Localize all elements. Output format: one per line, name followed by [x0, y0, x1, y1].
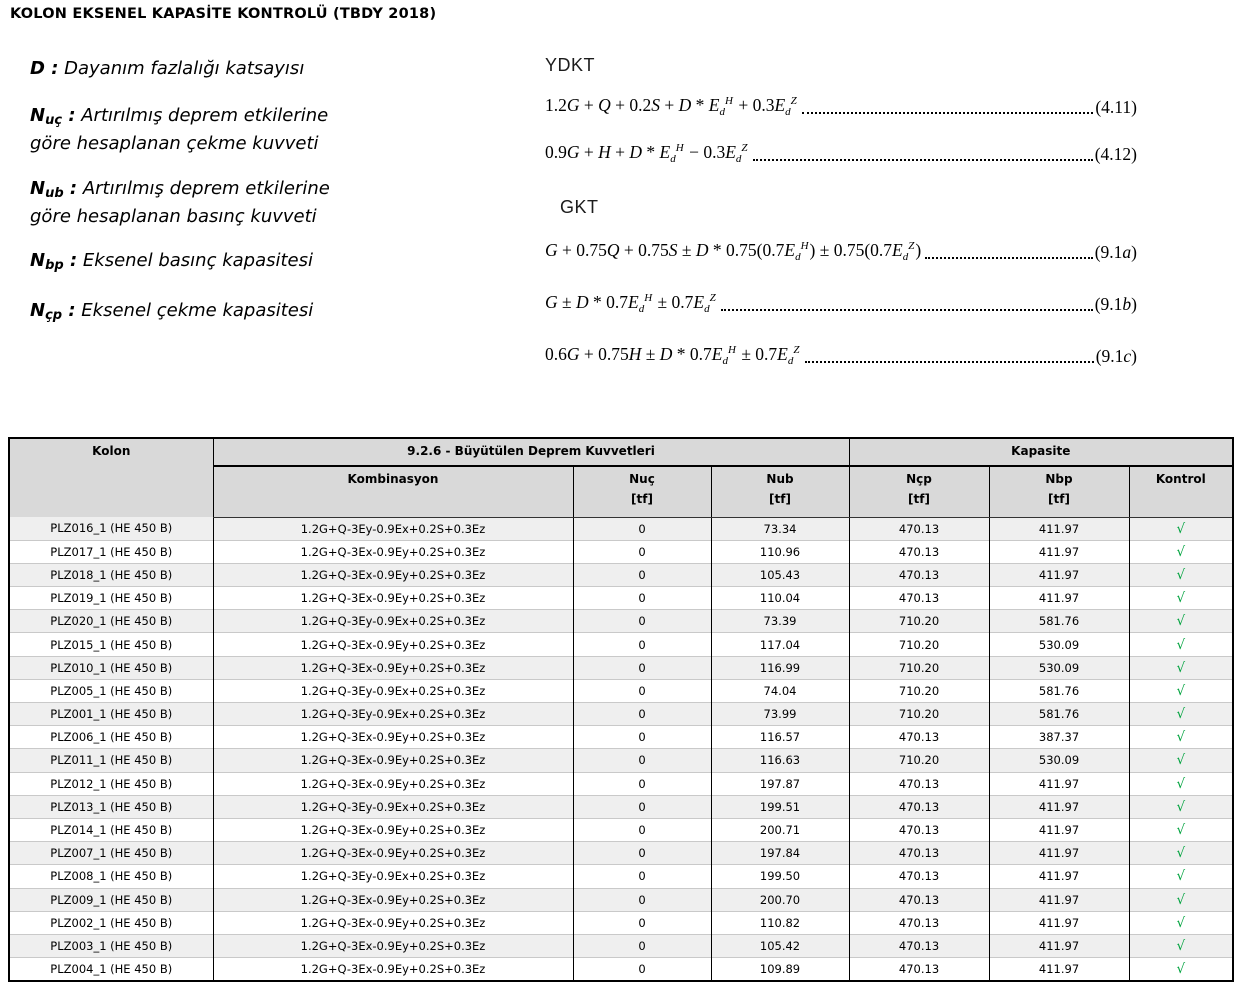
cell-nuc: 0 — [573, 726, 711, 749]
cell-nub: 200.70 — [711, 888, 849, 911]
cell-kolon: PLZ008_1 (HE 450 B) — [9, 865, 213, 888]
cell-kontrol-check-icon: √ — [1129, 911, 1233, 934]
capacity-check-table — [8, 437, 1234, 982]
cell-nub: 73.99 — [711, 703, 849, 726]
cell-kombinasyon: 1.2G+Q-3Ex-0.9Ey+0.2S+0.3Ez — [213, 772, 573, 795]
cell-kontrol-check-icon: √ — [1129, 563, 1233, 586]
cell-ncp: 470.13 — [849, 517, 989, 540]
cell-ncp: 470.13 — [849, 958, 989, 981]
cell-ncp: 470.13 — [849, 865, 989, 888]
ydkt-label: YDKT — [545, 55, 596, 75]
cell-nub: 200.71 — [711, 818, 849, 841]
cell-nub: 73.39 — [711, 610, 849, 633]
table-row — [9, 795, 1233, 818]
equation-9-1c — [545, 344, 1137, 367]
cell-kombinasyon: 1.2G+Q-3Ey-0.9Ex+0.2S+0.3Ez — [213, 517, 573, 540]
cell-nuc: 0 — [573, 540, 711, 563]
cell-kombinasyon: 1.2G+Q-3Ey-0.9Ex+0.2S+0.3Ez — [213, 703, 573, 726]
col-header-kombinasyon — [213, 466, 573, 517]
equation-body: $1.2G + Q + 0.2S + D * E_d^H + 0.3E_d^Z$ — [545, 95, 797, 118]
col-label: Kontrol — [1155, 472, 1206, 486]
cell-kombinasyon: 1.2G+Q-3Ex-0.9Ey+0.2S+0.3Ez — [213, 842, 573, 865]
equation-4-11 — [545, 95, 1137, 118]
cell-kombinasyon: 1.2G+Q-3Ey-0.9Ex+0.2S+0.3Ez — [213, 679, 573, 702]
cell-kolon: PLZ018_1 (HE 450 B) — [9, 563, 213, 586]
cell-kontrol-check-icon: √ — [1129, 679, 1233, 702]
cell-kontrol-check-icon: √ — [1129, 888, 1233, 911]
cell-nbp: 387.37 — [989, 726, 1129, 749]
cell-ncp: 710.20 — [849, 679, 989, 702]
col-header-nuc — [573, 466, 711, 517]
cell-nub: 197.87 — [711, 772, 849, 795]
cell-nuc: 0 — [573, 795, 711, 818]
cell-nbp: 411.97 — [989, 958, 1129, 981]
cell-kolon: PLZ013_1 (HE 450 B) — [9, 795, 213, 818]
cell-kontrol-check-icon: √ — [1129, 656, 1233, 679]
cell-nuc: 0 — [573, 563, 711, 586]
col-unit: [tf] — [631, 492, 653, 506]
cell-nuc: 0 — [573, 958, 711, 981]
cell-kolon: PLZ002_1 (HE 450 B) — [9, 911, 213, 934]
equation-9-1b — [545, 292, 1137, 315]
cell-nuc: 0 — [573, 610, 711, 633]
cell-kolon: PLZ016_1 (HE 450 B) — [9, 517, 213, 540]
cell-nbp: 411.97 — [989, 563, 1129, 586]
cell-kontrol-check-icon: √ — [1129, 842, 1233, 865]
cell-kombinasyon: 1.2G+Q-3Ey-0.9Ex+0.2S+0.3Ez — [213, 610, 573, 633]
table-row — [9, 540, 1233, 563]
cell-nub: 110.82 — [711, 911, 849, 934]
equation-body: $0.9G + H + D * E_d^H - 0.3E_d^Z$ — [545, 142, 748, 165]
cell-ncp: 710.20 — [849, 633, 989, 656]
cell-kombinasyon: 1.2G+Q-3Ex-0.9Ey+0.2S+0.3Ez — [213, 911, 573, 934]
cell-nub: 73.34 — [711, 517, 849, 540]
table-row — [9, 703, 1233, 726]
cell-nub: 105.43 — [711, 563, 849, 586]
cell-kolon: PLZ012_1 (HE 450 B) — [9, 772, 213, 795]
table-group-header-row — [9, 438, 1233, 466]
cell-kolon: PLZ011_1 (HE 450 B) — [9, 749, 213, 772]
cell-kontrol-check-icon: √ — [1129, 749, 1233, 772]
dot-leader — [805, 361, 1094, 363]
cell-nuc: 0 — [573, 772, 711, 795]
cell-nbp: 581.76 — [989, 610, 1129, 633]
cell-nuc: 0 — [573, 656, 711, 679]
cell-kontrol-check-icon: √ — [1129, 772, 1233, 795]
cell-kolon: PLZ017_1 (HE 450 B) — [9, 540, 213, 563]
cell-kolon: PLZ007_1 (HE 450 B) — [9, 842, 213, 865]
equation-number: (4.11) — [1095, 97, 1137, 117]
cell-nuc: 0 — [573, 679, 711, 702]
cell-ncp: 470.13 — [849, 726, 989, 749]
table-row — [9, 517, 1233, 540]
cell-nuc: 0 — [573, 517, 711, 540]
cell-kombinasyon: 1.2G+Q-3Ey-0.9Ex+0.2S+0.3Ez — [213, 865, 573, 888]
cell-nuc: 0 — [573, 911, 711, 934]
col-header-kontrol — [1129, 466, 1233, 517]
cell-kombinasyon: 1.2G+Q-3Ey-0.9Ex+0.2S+0.3Ez — [213, 795, 573, 818]
cell-nbp: 411.97 — [989, 795, 1129, 818]
cell-nbp: 411.97 — [989, 934, 1129, 957]
cell-nub: 110.04 — [711, 587, 849, 610]
col-label: Nbp — [1045, 472, 1073, 486]
cell-kolon: PLZ014_1 (HE 450 B) — [9, 818, 213, 841]
equation-number: (9.1a) — [1094, 242, 1137, 262]
cell-ncp: 470.13 — [849, 842, 989, 865]
cell-ncp: 470.13 — [849, 911, 989, 934]
cell-nbp: 411.97 — [989, 865, 1129, 888]
cell-nub: 105.42 — [711, 934, 849, 957]
cell-kontrol-check-icon: √ — [1129, 726, 1233, 749]
equation-number: (4.12) — [1094, 144, 1137, 164]
table-row — [9, 865, 1233, 888]
cell-kontrol-check-icon: √ — [1129, 540, 1233, 563]
cell-nuc: 0 — [573, 934, 711, 957]
col-unit: [tf] — [1048, 492, 1070, 506]
cell-nuc: 0 — [573, 865, 711, 888]
cell-kolon: PLZ005_1 (HE 450 B) — [9, 679, 213, 702]
cell-kombinasyon: 1.2G+Q-3Ex-0.9Ey+0.2S+0.3Ez — [213, 656, 573, 679]
cell-kontrol-check-icon: √ — [1129, 795, 1233, 818]
cell-kontrol-check-icon: √ — [1129, 517, 1233, 540]
cell-nuc: 0 — [573, 818, 711, 841]
cell-nub: 74.04 — [711, 679, 849, 702]
capacity-check-table-container — [8, 437, 1234, 982]
cell-kontrol-check-icon: √ — [1129, 703, 1233, 726]
cell-nub: 199.51 — [711, 795, 849, 818]
cell-kombinasyon: 1.2G+Q-3Ex-0.9Ey+0.2S+0.3Ez — [213, 540, 573, 563]
cell-kontrol-check-icon: √ — [1129, 958, 1233, 981]
table-row — [9, 679, 1233, 702]
col-label: Nuç — [629, 472, 655, 486]
cell-nub: 110.96 — [711, 540, 849, 563]
cell-nub: 199.50 — [711, 865, 849, 888]
table-row — [9, 726, 1233, 749]
cell-kombinasyon: 1.2G+Q-3Ex-0.9Ey+0.2S+0.3Ez — [213, 818, 573, 841]
cell-ncp: 470.13 — [849, 818, 989, 841]
cell-kombinasyon: 1.2G+Q-3Ex-0.9Ey+0.2S+0.3Ez — [213, 726, 573, 749]
cell-kolon: PLZ009_1 (HE 450 B) — [9, 888, 213, 911]
cell-ncp: 470.13 — [849, 795, 989, 818]
cell-nuc: 0 — [573, 842, 711, 865]
definition-Nuc: $N_{uç}$ : Artırılmış deprem etkilerine göre hesaplanan çekme kuvveti — [30, 105, 329, 154]
table-row — [9, 888, 1233, 911]
cell-nbp: 530.09 — [989, 656, 1129, 679]
table-row — [9, 749, 1233, 772]
cell-kombinasyon: 1.2G+Q-3Ex-0.9Ey+0.2S+0.3Ez — [213, 587, 573, 610]
cell-kombinasyon: 1.2G+Q-3Ex-0.9Ey+0.2S+0.3Ez — [213, 958, 573, 981]
table-row — [9, 958, 1233, 981]
cell-nbp: 411.97 — [989, 842, 1129, 865]
table-row — [9, 610, 1233, 633]
cell-nuc: 0 — [573, 587, 711, 610]
cell-nbp: 411.97 — [989, 517, 1129, 540]
cell-kolon: PLZ019_1 (HE 450 B) — [9, 587, 213, 610]
cell-kolon: PLZ004_1 (HE 450 B) — [9, 958, 213, 981]
definition-Nub: $N_{ub}$ : Artırılmış deprem etkilerine göre hesaplanan basınç kuvveti — [30, 178, 330, 227]
table-row — [9, 633, 1233, 656]
table-row — [9, 911, 1233, 934]
definition-Ncp: $N_{çp}$ : Eksenel çekme kapasitesi — [30, 300, 314, 323]
cell-kolon: PLZ015_1 (HE 450 B) — [9, 633, 213, 656]
definition-D: D : Dayanım fazlalığı katsayısı — [30, 58, 305, 79]
cell-nbp: 411.97 — [989, 888, 1129, 911]
cell-kolon: PLZ020_1 (HE 450 B) — [9, 610, 213, 633]
col-unit: [tf] — [769, 492, 791, 506]
cell-nbp: 411.97 — [989, 818, 1129, 841]
cell-kombinasyon: 1.2G+Q-3Ex-0.9Ey+0.2S+0.3Ez — [213, 633, 573, 656]
cell-ncp: 710.20 — [849, 749, 989, 772]
table-row — [9, 772, 1233, 795]
table-row — [9, 818, 1233, 841]
cell-nuc: 0 — [573, 633, 711, 656]
cell-nub: 109.89 — [711, 958, 849, 981]
cell-nuc: 0 — [573, 888, 711, 911]
dot-leader — [925, 257, 1093, 259]
cell-kolon: PLZ001_1 (HE 450 B) — [9, 703, 213, 726]
cell-ncp: 470.13 — [849, 540, 989, 563]
col-label: Nub — [766, 472, 794, 486]
dot-leader — [753, 159, 1093, 161]
table-body — [9, 517, 1233, 981]
equation-body: $G \pm D * 0.7E_d^H \pm 0.7E_d^Z$ — [545, 292, 716, 315]
cell-nub: 116.63 — [711, 749, 849, 772]
cell-nub: 197.84 — [711, 842, 849, 865]
cell-kontrol-check-icon: √ — [1129, 610, 1233, 633]
cell-nbp: 530.09 — [989, 633, 1129, 656]
cell-kombinasyon: 1.2G+Q-3Ex-0.9Ey+0.2S+0.3Ez — [213, 563, 573, 586]
col-header-ncp — [849, 466, 989, 517]
gkt-label: GKT — [560, 197, 599, 217]
col-header-nbp — [989, 466, 1129, 517]
cell-kontrol-check-icon: √ — [1129, 633, 1233, 656]
cell-nub: 116.57 — [711, 726, 849, 749]
dot-leader — [802, 112, 1094, 114]
table-row — [9, 587, 1233, 610]
col-unit: [tf] — [908, 492, 930, 506]
cell-kolon: PLZ006_1 (HE 450 B) — [9, 726, 213, 749]
cell-ncp: 710.20 — [849, 703, 989, 726]
cell-nbp: 411.97 — [989, 587, 1129, 610]
table-row — [9, 563, 1233, 586]
equation-number: (9.1b) — [1094, 294, 1137, 314]
table-row — [9, 656, 1233, 679]
cell-ncp: 470.13 — [849, 934, 989, 957]
cell-kontrol-check-icon: √ — [1129, 934, 1233, 957]
cell-nbp: 411.97 — [989, 540, 1129, 563]
col-header-kolon: Kolon — [9, 438, 213, 517]
cell-ncp: 470.13 — [849, 587, 989, 610]
cell-nub: 117.04 — [711, 633, 849, 656]
cell-ncp: 470.13 — [849, 772, 989, 795]
cell-nuc: 0 — [573, 703, 711, 726]
cell-nbp: 411.97 — [989, 911, 1129, 934]
cell-kolon: PLZ010_1 (HE 450 B) — [9, 656, 213, 679]
cell-nbp: 530.09 — [989, 749, 1129, 772]
cell-kombinasyon: 1.2G+Q-3Ex-0.9Ey+0.2S+0.3Ez — [213, 749, 573, 772]
cell-ncp: 470.13 — [849, 888, 989, 911]
cell-nbp: 411.97 — [989, 772, 1129, 795]
equation-body: $0.6G + 0.75H \pm D * 0.7E_d^H \pm 0.7E_d^Z$ — [545, 344, 800, 367]
col-label: Nçp — [906, 472, 932, 486]
group-header-capacity: Kapasite — [849, 438, 1233, 466]
equation-body: $G + 0.75Q + 0.75S \pm D * 0.75(0.7E_d^H) \pm 0.75(0.7E_d^Z)$ — [545, 240, 922, 263]
cell-kontrol-check-icon: √ — [1129, 587, 1233, 610]
col-label: Kombinasyon — [347, 472, 439, 486]
table-row — [9, 842, 1233, 865]
cell-ncp: 710.20 — [849, 610, 989, 633]
definition-Nbp: $N_{bp}$ : Eksenel basınç kapasitesi — [30, 250, 314, 273]
cell-kontrol-check-icon: √ — [1129, 865, 1233, 888]
group-header-forces: 9.2.6 - Büyütülen Deprem Kuvvetleri — [213, 438, 849, 466]
page-title: KOLON EKSENEL KAPASİTE KONTROLÜ (TBDY 2018) — [10, 6, 437, 22]
cell-nbp: 581.76 — [989, 703, 1129, 726]
cell-kontrol-check-icon: √ — [1129, 818, 1233, 841]
table-row — [9, 934, 1233, 957]
cell-kombinasyon: 1.2G+Q-3Ex-0.9Ey+0.2S+0.3Ez — [213, 934, 573, 957]
dot-leader — [721, 309, 1093, 311]
cell-nub: 116.99 — [711, 656, 849, 679]
cell-nbp: 581.76 — [989, 679, 1129, 702]
equation-4-12 — [545, 142, 1137, 165]
cell-ncp: 710.20 — [849, 656, 989, 679]
cell-kolon: PLZ003_1 (HE 450 B) — [9, 934, 213, 957]
cell-nuc: 0 — [573, 749, 711, 772]
col-header-nub — [711, 466, 849, 517]
equation-number: (9.1c) — [1095, 346, 1137, 366]
equation-9-1a — [545, 240, 1137, 263]
cell-kombinasyon: 1.2G+Q-3Ex-0.9Ey+0.2S+0.3Ez — [213, 888, 573, 911]
cell-ncp: 470.13 — [849, 563, 989, 586]
